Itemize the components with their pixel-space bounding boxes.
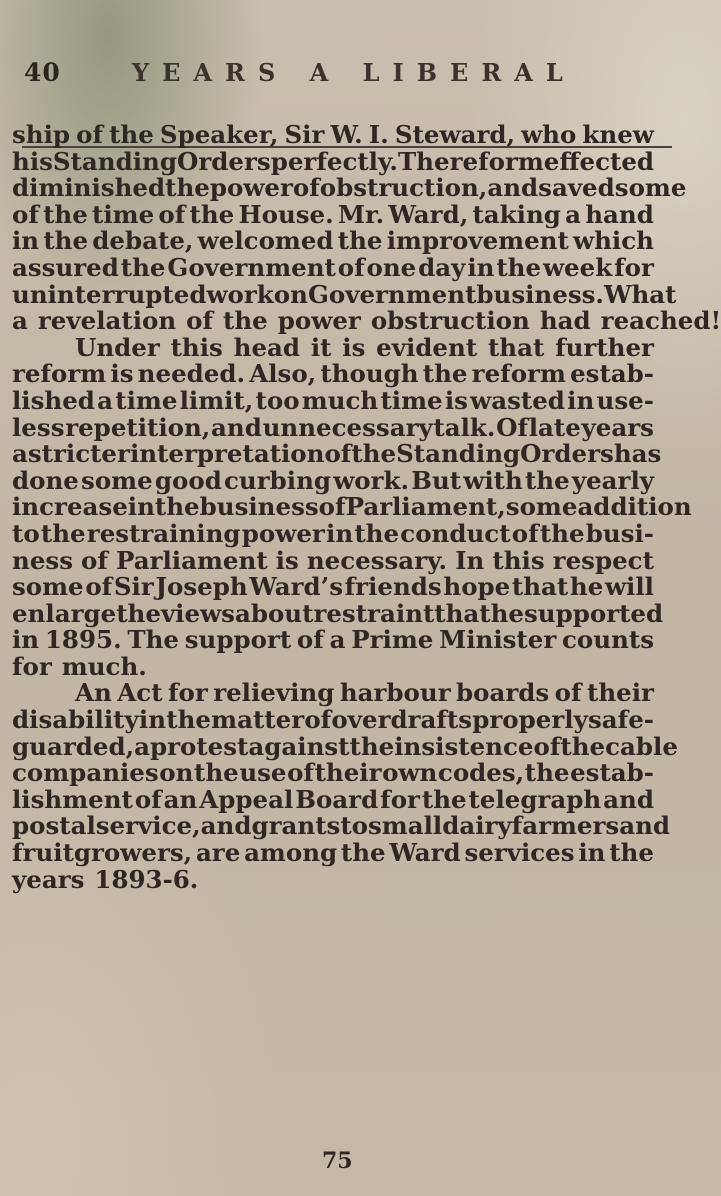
- text-line: in the debate, welcomed the improvement which: [12, 226, 654, 256]
- text-line: of the time of the House. Mr. Ward, taking a hand: [12, 199, 654, 229]
- text-line: reform is needed. Also, though the reform estab-: [12, 359, 654, 389]
- text-line: done some good curbing work. But with the yearly: [12, 465, 654, 495]
- text-line: a stricter interpretation of the Standing Orders has: [12, 439, 662, 469]
- text-line: in 1895. The support of a Prime Minister counts: [12, 625, 654, 655]
- header-folio: 40: [24, 58, 61, 87]
- text-line: some of Sir Joseph Ward’s friends hope that he will: [12, 572, 654, 602]
- text-line: uninterrupted work on Government business. What: [12, 279, 677, 309]
- text-line: years 1893-6.: [12, 864, 199, 894]
- text-line: lishment of an Appeal Board for the telegraph and: [12, 784, 654, 814]
- text-line: lished a time limit, too much time is wasted in use-: [12, 385, 654, 415]
- text-line: An Act for relieving harbour boards of their: [75, 678, 654, 708]
- text-line: increase in the business of Parliament, some addition: [12, 492, 692, 522]
- text-line: ship of the Speaker, Sir W. I. Steward, who knew: [12, 120, 654, 149]
- text-line: guarded, a protest against the insistence of the cable: [12, 731, 678, 761]
- text-line: less repetition, and unnecessary talk. Of late years: [12, 412, 654, 442]
- text-line: diminished the power of obstruction, and saved some: [12, 173, 687, 203]
- text-line: a revelation of the power obstruction had reached!: [12, 306, 721, 336]
- text-line: for much.: [12, 651, 147, 681]
- text-line: Under this head it is evident that further: [75, 332, 654, 362]
- text-line: fruitgrowers, are among the Ward services in the: [12, 838, 654, 868]
- text-line: his Standing Orders perfectly. The reform effected: [12, 146, 655, 176]
- running-header: [22, 58, 642, 94]
- page-number: 75: [322, 1148, 353, 1174]
- running-title: YEARS A LIBERAL: [132, 58, 576, 87]
- body-text: [12, 120, 721, 894]
- text-line: assured the Government of one day in the week for: [12, 252, 654, 282]
- text-line: companies on the use of their own codes, the estab-: [12, 758, 654, 788]
- text-line: enlarge the views about restraint that he supported: [12, 598, 664, 628]
- text-line: ness of Parliament is necessary. In this respect: [12, 545, 654, 575]
- text-line: postal service, and grants to small dairy farmers and: [12, 811, 671, 841]
- text-line: to the restraining power in the conduct of the busi-: [12, 518, 654, 548]
- text-line: disability in the matter of overdrafts properly safe-: [12, 705, 654, 735]
